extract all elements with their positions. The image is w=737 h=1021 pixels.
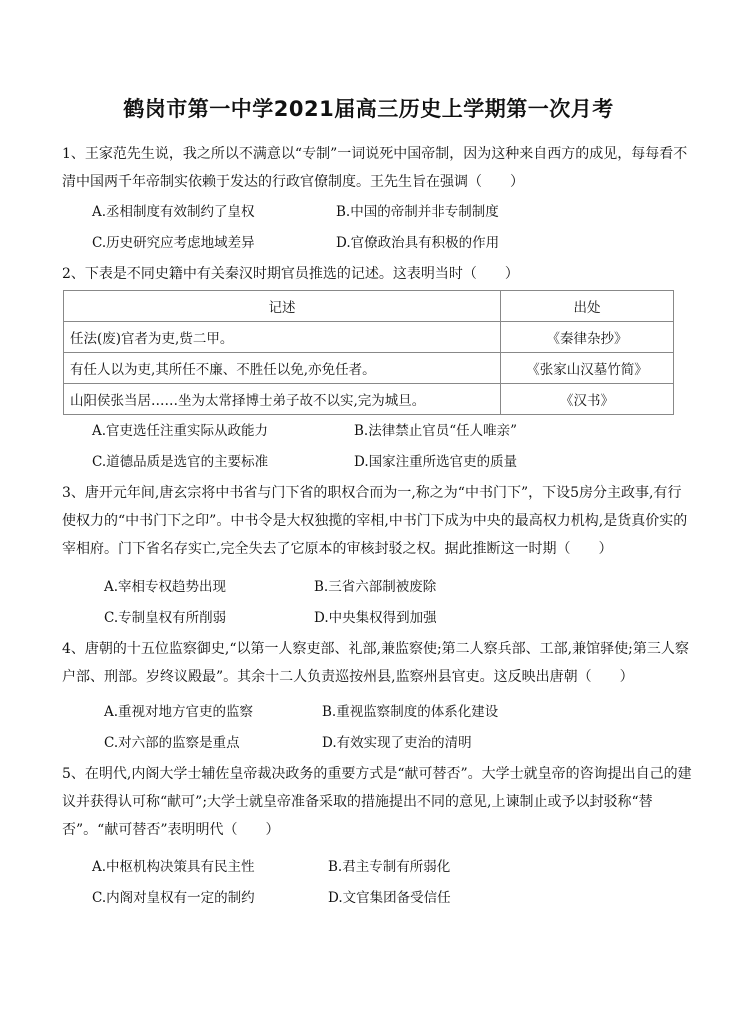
option-a: A.重视对地方官吏的监察 xyxy=(104,704,254,720)
table-cell: 《张家山汉墓竹简》 xyxy=(501,353,674,384)
option-b: B.重视监察制度的体系化建设 xyxy=(322,704,499,720)
option-a: A.丞相制度有效制约了皇权 xyxy=(92,204,255,220)
option-b: B.法律禁止官员“任人唯亲” xyxy=(354,423,518,439)
option-d: D.文官集团备受信任 xyxy=(328,890,451,906)
table-cell: 《汉书》 xyxy=(501,384,674,415)
option-b: B.君主专制有所弱化 xyxy=(328,859,451,875)
option-a: A.宰相专权趋势出现 xyxy=(104,579,227,595)
question-5-options xyxy=(92,852,451,914)
table-cell: 山阳侯张当居……坐为太常择博士弟子故不以实,完为城旦。 xyxy=(64,384,501,415)
option-c: C.道德品质是选官的主要标准 xyxy=(92,454,269,470)
question-2-options xyxy=(92,416,517,478)
option-d: D.国家注重所选官吏的质量 xyxy=(354,454,518,470)
table-header: 出处 xyxy=(501,291,674,322)
option-d: D.中央集权得到加强 xyxy=(314,610,437,626)
table-header: 记述 xyxy=(64,291,501,322)
table-row xyxy=(64,384,674,415)
table-header-row xyxy=(64,291,674,322)
question-2-stem: 2、下表是不同史籍中有关秦汉时期官员推选的记述。这表明当时（ ） xyxy=(62,266,519,282)
question-4-stem: 4、唐朝的十五位监察御史,“以第一人察吏部、礼部,兼监察使;第二人察兵部、工部,兼馆驿使;第三人察户部、刑部。岁终议殿最”。其余十二人负责巡按州县,监察州县官吏。这反映出唐朝（ ） xyxy=(62,641,689,685)
question-1-options xyxy=(92,197,499,259)
option-c: C.内阁对皇权有一定的制约 xyxy=(92,890,255,906)
option-c: C.历史研究应考虑地域差异 xyxy=(92,235,255,251)
question-3-options xyxy=(104,572,437,634)
table-cell: 《秦律杂抄》 xyxy=(501,322,674,353)
page-title: 鹤岗市第一中学2021届高三历史上学期第一次月考 xyxy=(123,97,614,121)
option-b: B.三省六部制被废除 xyxy=(314,579,437,595)
option-b: B.中国的帝制并非专制制度 xyxy=(336,204,499,220)
table-cell: 任法(废)官者为吏,赀二甲。 xyxy=(64,322,501,353)
table-cell: 有任人以为吏,其所任不廉、不胜任以免,亦免任者。 xyxy=(64,353,501,384)
source-table xyxy=(63,290,674,415)
option-d: D.官僚政治具有积极的作用 xyxy=(336,235,500,251)
question-5-stem: 5、在明代,内阁大学士辅佐皇帝裁决政务的重要方式是“献可替否”。大学士就皇帝的咨询提出自己的建议并获得认可称“献可”;大学士就皇帝准备采取的措施提出不同的意见,上谏制止或予以封驳称“替否”。“献可替否”表明明代（ ） xyxy=(62,766,692,838)
table-row xyxy=(64,322,674,353)
question-4-options xyxy=(104,697,498,759)
option-d: D.有效实现了吏治的清明 xyxy=(322,735,472,751)
question-3-stem: 3、唐开元年间,唐玄宗将中书省与门下省的职权合而为一,称之为“中书门下”，下设5房分主政事,有行使权力的“中书门下之印”。中书令是大权独揽的宰相,中书门下成为中央的最高权力机构,是货真价实的宰相府。门下省名存实亡,完全失去了它原本的审核封驳之权。据此推断这一时期（ ） xyxy=(62,485,688,557)
option-a: A.官吏选任注重实际从政能力 xyxy=(92,423,269,439)
table-row xyxy=(64,353,674,384)
question-1-stem: 1、王家范先生说，我之所以不满意以“专制”一词说死中国帝制，因为这种来自西方的成见，每每看不清中国两千年帝制实依赖于发达的行政官僚制度。王先生旨在强调（ ） xyxy=(62,146,688,190)
option-c: C.对六部的监察是重点 xyxy=(104,735,240,751)
option-c: C.专制皇权有所削弱 xyxy=(104,610,227,626)
option-a: A.中枢机构决策具有民主性 xyxy=(92,859,255,875)
